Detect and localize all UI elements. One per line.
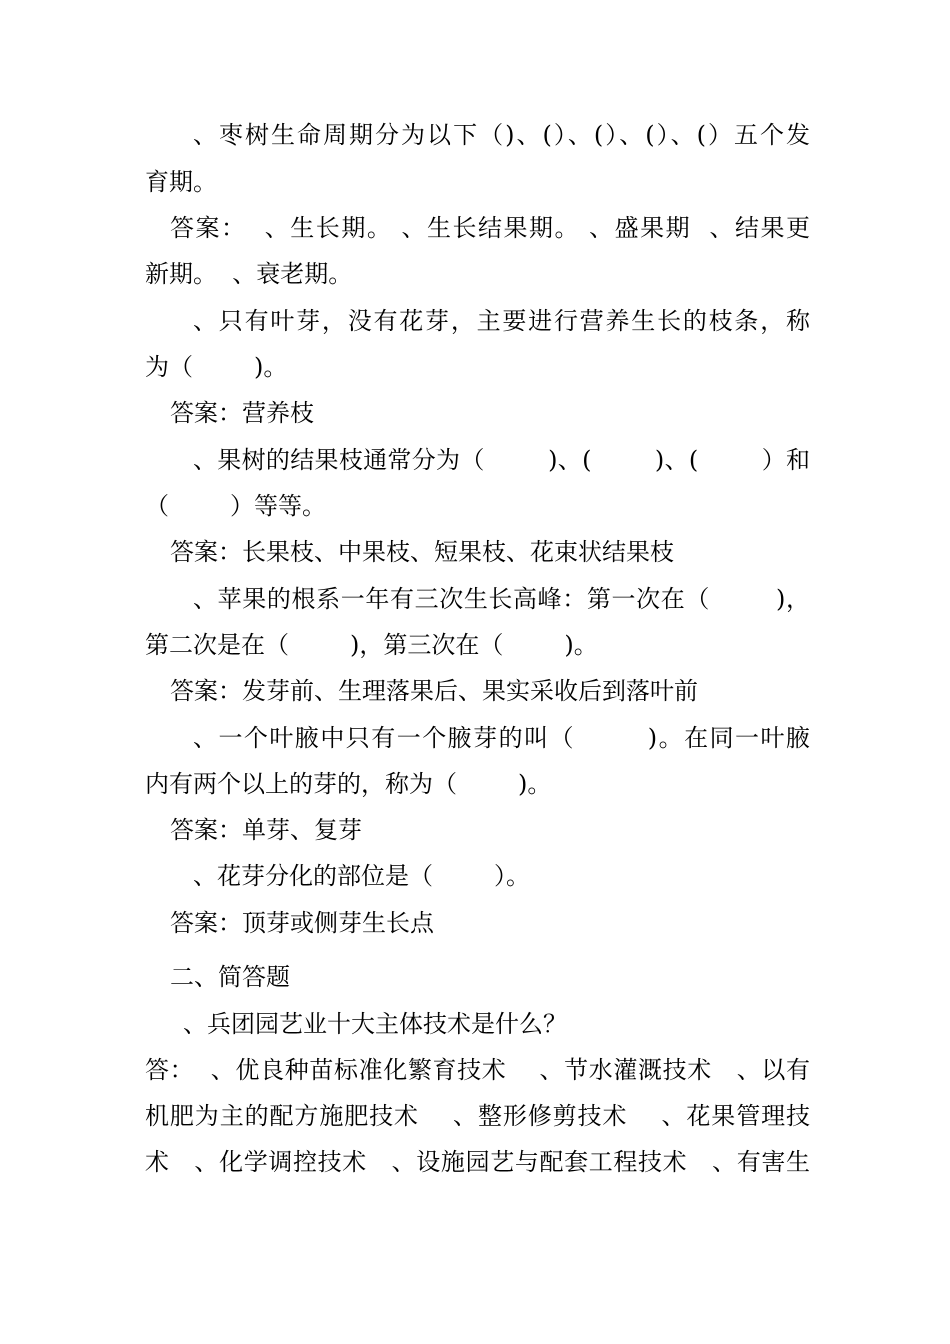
- question-2-line-1: 、只有叶芽，没有花芽，主要进行营养生长的枝条，称: [193, 307, 810, 335]
- answer-2: 答案：营养枝: [170, 399, 314, 427]
- question-5-line-2: 内有两个以上的芽的，称为（ )。: [145, 770, 552, 798]
- question-3-line-2: （ ）等等。: [145, 492, 327, 520]
- question-3-line-1: 、果树的结果枝通常分为（ )、( )、( ）和: [193, 446, 810, 474]
- question-2-line-2: 为（ )。: [145, 353, 288, 381]
- question-1-line-1: 、枣树生命周期分为以下（)、(）、(）、(）、(）五个发: [193, 121, 810, 149]
- short-answer-1-line-2: 机肥为主的配方施肥技术 、整形修剪技术 、花果管理技: [145, 1102, 810, 1130]
- short-question-1: 、兵团园艺业十大主体技术是什么？: [183, 1010, 567, 1038]
- answer-4: 答案：发芽前、生理落果后、果实采收后到落叶前: [170, 677, 698, 705]
- section-heading: 二、简答题: [170, 963, 290, 991]
- answer-1-line-1: 答案： 、生长期。 、生长结果期。 、盛果期 、结果更: [170, 214, 810, 242]
- answer-5: 答案：单芽、复芽: [170, 816, 362, 844]
- question-4-line-2: 第二次是在（ )，第三次在（ )。: [145, 631, 598, 659]
- question-6: 、花芽分化的部位是（ ）。: [193, 862, 531, 890]
- question-5-line-1: 、一个叶腋中只有一个腋芽的叫（ )。在同一叶腋: [193, 724, 810, 752]
- answer-1-line-2: 新期。 、衰老期。: [145, 260, 353, 288]
- answer-6: 答案：顶芽或侧芽生长点: [170, 909, 434, 937]
- short-answer-1-line-3: 术 、化学调控技术 、设施园艺与配套工程技术 、有害生: [145, 1148, 810, 1176]
- question-1-line-2: 育期。: [145, 168, 217, 196]
- short-answer-1-line-1: 答： 、优良种苗标准化繁育技术 、节水灌溉技术 、以有: [145, 1056, 810, 1084]
- answer-3: 答案：长果枝、中果枝、短果枝、花束状结果枝: [170, 538, 674, 566]
- question-4-line-1: 、苹果的根系一年有三次生长高峰：第一次在（ )，: [193, 585, 810, 613]
